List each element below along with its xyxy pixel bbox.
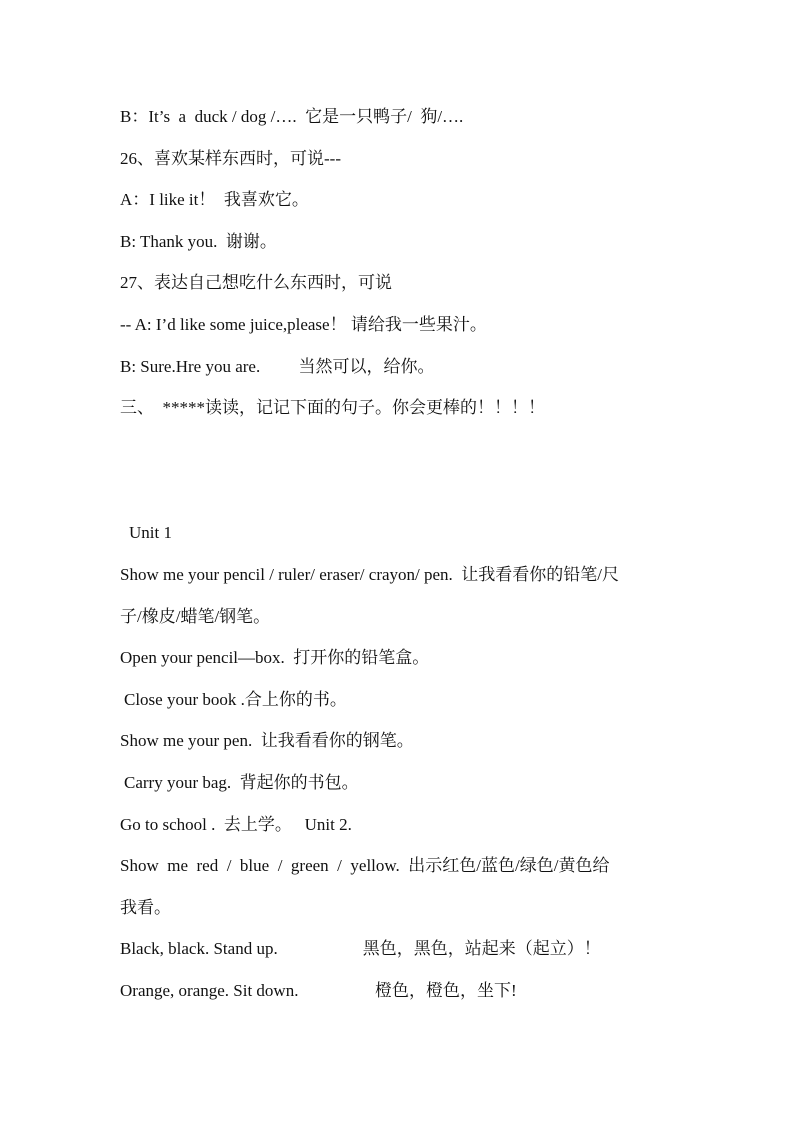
text-line-item-27: 27、表达自己想吃什么东西时，可说 bbox=[120, 273, 392, 292]
text-line-orange-sit-down: Orange, orange. Sit down. 橙色，橙色，坐下! bbox=[120, 981, 517, 1000]
text-line-black-stand-up: Black, black. Stand up. 黑色，黑色，站起来（起立）！ bbox=[120, 939, 601, 958]
text-line-open-pencil-box: Open your pencil—box. 打开你的铅笔盒。 bbox=[120, 648, 430, 667]
text-line-close-book: Close your book .合上你的书。 bbox=[124, 690, 347, 709]
text-line-a-id-like-juice: -- A: I’d like some juice,please！ 请给我一些果汁。 bbox=[120, 315, 487, 334]
text-line-a-i-like-it: A：I like it！ 我喜欢它。 bbox=[120, 190, 309, 209]
text-line-show-me-pen: Show me your pen. 让我看看你的钢笔。 bbox=[120, 731, 414, 750]
text-line-show-me-pencil-cont: 子/橡皮/蜡笔/钢笔。 bbox=[120, 607, 271, 626]
section-heading-three: 三、 *****读读，记记下面的句子。你会更棒的！！！！ bbox=[120, 398, 545, 417]
text-line-b-its-a-duck: B：It’s a duck / dog /…. 它是一只鸭子/ 狗/…. bbox=[120, 107, 464, 126]
text-line-carry-bag: Carry your bag. 背起你的书包。 bbox=[124, 773, 359, 792]
text-line-item-26: 26、喜欢某样东西时，可说--- bbox=[120, 149, 341, 168]
text-line-b-thank-you: B: Thank you. 谢谢。 bbox=[120, 232, 277, 251]
text-line-show-me-pencil: Show me your pencil / ruler/ eraser/ crayon/ pen. 让我看看你的铅笔/尺 bbox=[120, 565, 620, 584]
text-line-b-sure: B: Sure.Hre you are. 当然可以，给你。 bbox=[120, 357, 435, 376]
unit-1-heading: Unit 1 bbox=[129, 523, 172, 542]
text-line-show-me-colors: Show me red / blue / green / yellow. 出示红色/蓝色/绿色/黄色给 bbox=[120, 856, 610, 875]
text-line-show-me-colors-cont: 我看。 bbox=[120, 898, 171, 917]
text-line-go-to-school: Go to school . 去上学。 Unit 2. bbox=[120, 815, 352, 834]
